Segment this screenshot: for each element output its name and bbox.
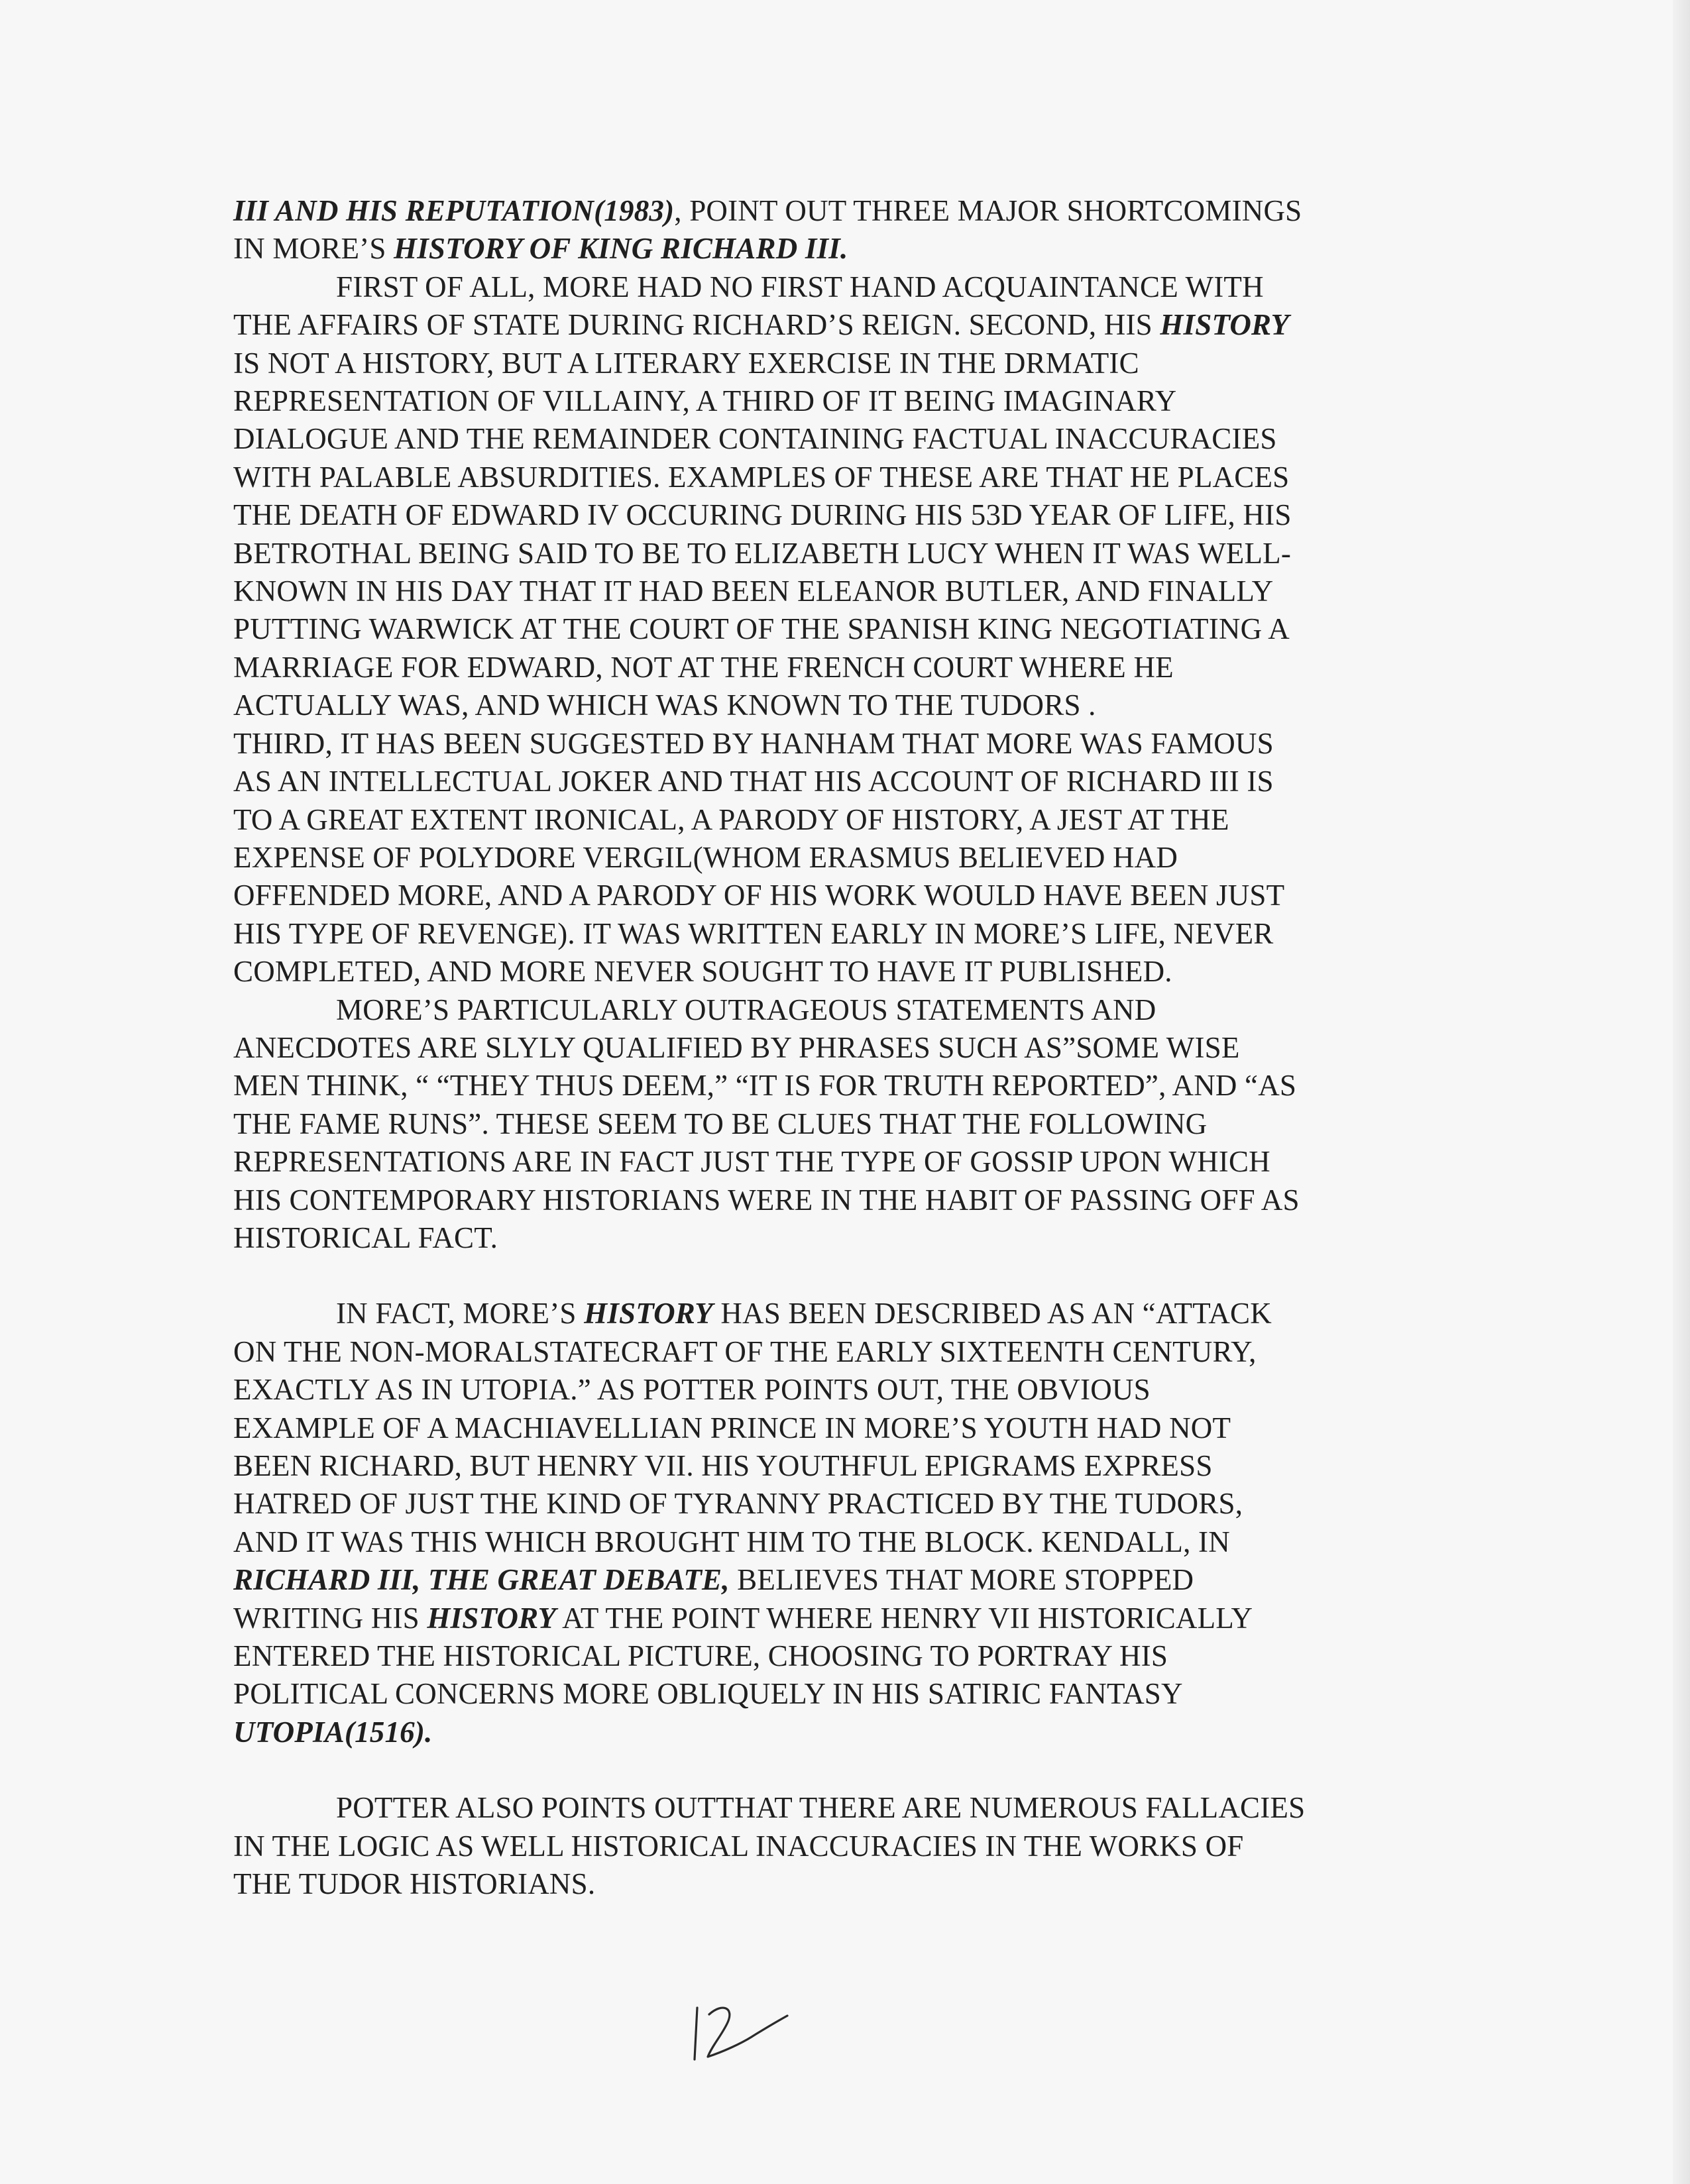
text-line: [233, 1295, 1426, 1333]
text-line: [233, 459, 1426, 496]
text-run: MORE’S PARTICULARLY OUTRAGEOUS STATEMENTS AND: [336, 993, 1156, 1026]
text-run: REPRESENTATION OF VILLAINY, A THIRD OF IT BEING IMAGINARY: [233, 384, 1177, 418]
text-line: [233, 839, 1426, 877]
emphasized-title: HISTORY: [584, 1297, 713, 1331]
text-line: [233, 1675, 1426, 1713]
text-line: [233, 1714, 1426, 1751]
text-run: THE DEATH OF EDWARD IV OCCURING DURING HIS 53D YEAR OF LIFE, HIS: [233, 498, 1292, 532]
emphasized-title: HISTORY OF KING RICHARD III.: [394, 232, 848, 266]
text-line: [233, 573, 1426, 610]
text-line: [233, 382, 1426, 420]
text-run: ON THE NON-MORALSTATECRAFT OF THE EARLY SIXTEENTH CENTURY,: [233, 1335, 1257, 1368]
text-line: [233, 1333, 1426, 1371]
text-run: IN THE LOGIC AS WELL HISTORICAL INACCURACIES IN THE WORKS OF: [233, 1829, 1244, 1863]
text-run: DIALOGUE AND THE REMAINDER CONTAINING FACTUAL INACCURACIES: [233, 422, 1277, 456]
text-run: MEN THINK, “ “THEY THUS DEEM,” “IT IS FOR TRUTH REPORTED”, AND “AS: [233, 1069, 1297, 1103]
text-line: [233, 420, 1426, 458]
text-line: [233, 1067, 1426, 1105]
text-run: POTTER ALSO POINTS OUTTHAT THERE ARE NUMEROUS FALLACIES: [336, 1791, 1306, 1825]
text-line: [233, 1181, 1426, 1219]
text-run: THE TUDOR HISTORIANS.: [233, 1867, 596, 1901]
text-run: THE FAME RUNS”. THESE SEEM TO BE CLUES THAT THE FOLLOWING: [233, 1107, 1208, 1140]
text-line: [233, 1637, 1426, 1675]
text-run: REPRESENTATIONS ARE IN FACT JUST THE TYPE OF GOSSIP UPON WHICH: [233, 1145, 1270, 1179]
text-run: WRITING HIS: [233, 1601, 427, 1635]
document-body: [233, 192, 1426, 1903]
text-run: HATRED OF JUST THE KIND OF TYRANNY PRACTICED BY THE TUDORS,: [233, 1487, 1243, 1521]
paragraph-gap: [233, 1257, 1426, 1295]
text-run: ANECDOTES ARE SLYLY QUALIFIED BY PHRASES SUCH AS”SOME WISE: [233, 1030, 1240, 1064]
text-line: [233, 1828, 1426, 1865]
text-line: [233, 1600, 1426, 1637]
text-line: [233, 953, 1426, 991]
text-run: AND IT WAS THIS WHICH BROUGHT HIM TO THE BLOCK. KENDALL, IN: [233, 1525, 1230, 1558]
text-line: [233, 1789, 1426, 1827]
paragraph: [233, 725, 1426, 991]
text-line: [233, 535, 1426, 573]
text-line: [233, 877, 1426, 914]
paragraph: [233, 268, 1426, 725]
text-line: [233, 1409, 1426, 1447]
text-run: IN MORE’S: [233, 232, 394, 266]
text-line: [233, 1143, 1426, 1181]
text-run: PUTTING WARWICK AT THE COURT OF THE SPANISH KING NEGOTIATING A: [233, 612, 1290, 646]
text-run: BEEN RICHARD, BUT HENRY VII. HIS YOUTHFUL EPIGRAMS EXPRESS: [233, 1449, 1213, 1482]
text-run: ENTERED THE HISTORICAL PICTURE, CHOOSING TO PORTRAY HIS: [233, 1639, 1168, 1673]
text-line: [233, 1447, 1426, 1485]
text-run: IN FACT, MORE’S: [336, 1297, 585, 1331]
text-run: HIS TYPE OF REVENGE). IT WAS WRITTEN EARLY IN MORE’S LIFE, NEVER: [233, 916, 1274, 950]
text-line: [233, 1561, 1426, 1599]
emphasized-title: RICHARD III, THE GREAT DEBATE,: [233, 1563, 730, 1597]
handwritten-page-number: [683, 1988, 802, 2067]
text-run: HISTORICAL FACT.: [233, 1221, 498, 1254]
paragraph: [233, 1789, 1426, 1903]
text-run: AT THE POINT WHERE HENRY VII HISTORICALLY: [556, 1601, 1253, 1635]
text-line: [233, 496, 1426, 534]
text-run: POLITICAL CONCERNS MORE OBLIQUELY IN HIS SATIRIC FANTASY: [233, 1677, 1183, 1711]
page-edge-shadow: [1673, 0, 1690, 2184]
emphasized-title: III AND HIS REPUTATION(1983): [233, 194, 675, 227]
text-line: [233, 1523, 1426, 1561]
text-run: OFFENDED MORE, AND A PARODY OF HIS WORK WOULD HAVE BEEN JUST: [233, 879, 1285, 912]
text-run: ACTUALLY WAS, AND WHICH WAS KNOWN TO THE TUDORS .: [233, 688, 1096, 722]
text-line: [233, 801, 1426, 839]
text-run: EXAMPLE OF A MACHIAVELLIAN PRINCE IN MORE’S YOUTH HAD NOT: [233, 1411, 1231, 1445]
text-line: [233, 192, 1426, 230]
emphasized-title: UTOPIA(1516).: [233, 1715, 433, 1749]
text-line: [233, 915, 1426, 953]
text-line: [233, 1219, 1426, 1257]
text-line: [233, 649, 1426, 686]
emphasized-title: HISTORY: [427, 1601, 557, 1635]
text-line: [233, 763, 1426, 800]
paragraph: [233, 1295, 1426, 1751]
text-line: [233, 1865, 1426, 1903]
text-run: EXPENSE OF POLYDORE VERGIL(WHOM ERASMUS BELIEVED HAD: [233, 840, 1178, 874]
text-line: [233, 1105, 1426, 1143]
text-run: EXACTLY AS IN UTOPIA.” AS POTTER POINTS OUT, THE OBVIOUS: [233, 1373, 1151, 1407]
text-line: [233, 1371, 1426, 1409]
text-run: HAS BEEN DESCRIBED AS AN “ATTACK: [712, 1297, 1272, 1331]
paragraph-gap: [233, 1751, 1426, 1789]
paragraph: [233, 991, 1426, 1258]
text-line: [233, 230, 1426, 268]
text-run: , POINT OUT THREE MAJOR SHORTCOMINGS: [674, 194, 1302, 227]
text-line: [233, 306, 1426, 344]
text-run: HIS CONTEMPORARY HISTORIANS WERE IN THE HABIT OF PASSING OFF AS: [233, 1183, 1300, 1217]
text-run: BETROTHAL BEING SAID TO BE TO ELIZABETH LUCY WHEN IT WAS WELL-: [233, 536, 1292, 570]
emphasized-title: HISTORY: [1160, 308, 1290, 342]
text-run: WITH PALABLE ABSURDITIES. EXAMPLES OF THESE ARE THAT HE PLACES: [233, 460, 1290, 494]
text-run: AS AN INTELLECTUAL JOKER AND THAT HIS ACCOUNT OF RICHARD III IS: [233, 765, 1274, 798]
page-number-handwriting: [683, 1988, 802, 2067]
text-run: TO A GREAT EXTENT IRONICAL, A PARODY OF HISTORY, A JEST AT THE: [233, 802, 1229, 836]
text-run: IS NOT A HISTORY, BUT A LITERARY EXERCISE IN THE DRMATIC: [233, 346, 1139, 380]
text-line: [233, 1485, 1426, 1523]
text-run: THIRD, IT HAS BEEN SUGGESTED BY HANHAM THAT MORE WAS FAMOUS: [233, 726, 1274, 760]
text-run: KNOWN IN HIS DAY THAT IT HAD BEEN ELEANOR BUTLER, AND FINALLY: [233, 574, 1274, 608]
paragraph: [233, 192, 1426, 268]
text-line: [233, 686, 1426, 724]
text-run: THE AFFAIRS OF STATE DURING RICHARD’S REIGN. SECOND, HIS: [233, 308, 1160, 342]
text-line: [233, 1029, 1426, 1067]
text-run: COMPLETED, AND MORE NEVER SOUGHT TO HAVE IT PUBLISHED.: [233, 955, 1172, 989]
text-line: [233, 725, 1426, 763]
text-run: MARRIAGE FOR EDWARD, NOT AT THE FRENCH COURT WHERE HE: [233, 650, 1174, 684]
text-line: [233, 268, 1426, 306]
text-run: BELIEVES THAT MORE STOPPED: [729, 1563, 1194, 1597]
text-run: FIRST OF ALL, MORE HAD NO FIRST HAND ACQUAINTANCE WITH: [336, 270, 1264, 303]
text-line: [233, 610, 1426, 648]
text-line: [233, 345, 1426, 382]
text-line: [233, 991, 1426, 1029]
